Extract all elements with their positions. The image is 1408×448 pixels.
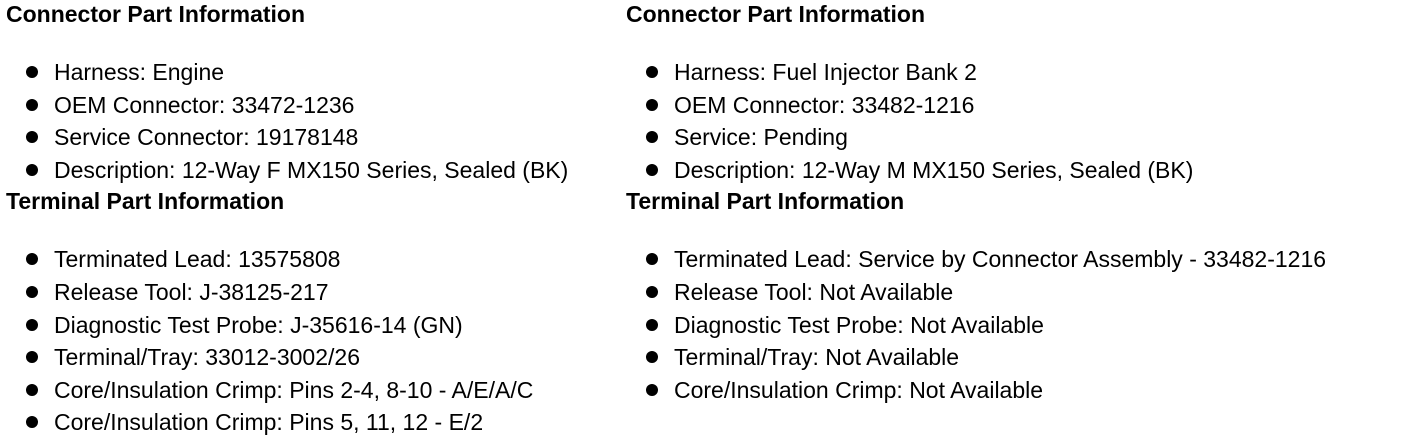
list-item [6,56,616,89]
list-item [626,154,1406,187]
list-item-text: Core/Insulation Crimp: Pins 5, 11, 12 - E/2 [54,409,484,436]
list-item [6,243,616,276]
list-item [626,276,1406,309]
right-column [626,0,1406,406]
list-item-text: Release Tool: J-38125-217 [54,278,329,305]
list-item [626,374,1406,407]
terminal-part-list [626,243,1406,406]
bullet-icon [646,253,658,265]
list-item-text: Core/Insulation Crimp: Not Available [674,376,1044,403]
list-item [626,56,1406,89]
bullet-icon [646,131,658,143]
bullet-icon [26,131,38,143]
list-item-text: Description: 12-Way M MX150 Series, Sealed (BK) [674,156,1194,183]
list-item [6,89,616,122]
list-item-text: Service: Pending [674,124,848,151]
list-item [626,309,1406,342]
list-item [6,341,616,374]
left-column [6,0,616,439]
bullet-icon [646,99,658,111]
bullet-icon [646,66,658,78]
list-item-text: Terminal/Tray: Not Available [674,344,960,371]
list-item [6,374,616,407]
bullet-icon [646,384,658,396]
bullet-icon [646,164,658,176]
connector-part-heading: Connector Part Information [6,1,306,27]
terminal-part-heading: Terminal Part Information [6,188,285,215]
connector-part-heading: Connector Part Information [626,1,926,27]
bullet-icon [26,164,38,176]
list-item-text: OEM Connector: 33472-1236 [54,91,355,118]
list-item [6,309,616,342]
list-item [626,89,1406,122]
list-item [6,406,616,439]
bullet-icon [26,416,38,428]
bullet-icon [646,286,658,298]
terminal-part-heading: Terminal Part Information [626,188,905,215]
list-item-text: Diagnostic Test Probe: J-35616-14 (GN) [54,311,463,338]
terminal-part-list [6,243,616,439]
bullet-icon [646,319,658,331]
bullet-icon [26,253,38,265]
bullet-icon [26,351,38,363]
connector-part-list [626,56,1406,186]
list-item-text: Release Tool: Not Available [674,278,954,305]
list-item-text: OEM Connector: 33482-1216 [674,91,975,118]
list-item-text: Harness: Engine [54,59,225,85]
connector-part-list [6,56,616,186]
list-item-text: Terminated Lead: 13575808 [54,246,341,273]
list-item-text: Harness: Fuel Injector Bank 2 [674,59,977,85]
list-item-text: Service Connector: 19178148 [54,124,359,151]
list-item [6,276,616,309]
list-item-text: Core/Insulation Crimp: Pins 2-4, 8-10 - A/E/A/C [54,376,534,403]
bullet-icon [26,384,38,396]
list-item [6,154,616,187]
list-item-text: Description: 12-Way F MX150 Series, Sealed (BK) [54,156,569,183]
list-item-text: Terminated Lead: Service by Connector Assembly - 33482-1216 [674,246,1327,273]
list-item [626,341,1406,374]
bullet-icon [646,351,658,363]
list-item [626,121,1406,154]
bullet-icon [26,66,38,78]
list-item-text: Terminal/Tray: 33012-3002/26 [54,344,360,371]
list-item [6,121,616,154]
bullet-icon [26,99,38,111]
list-item [626,243,1406,276]
bullet-icon [26,286,38,298]
bullet-icon [26,319,38,331]
list-item-text: Diagnostic Test Probe: Not Available [674,311,1044,338]
